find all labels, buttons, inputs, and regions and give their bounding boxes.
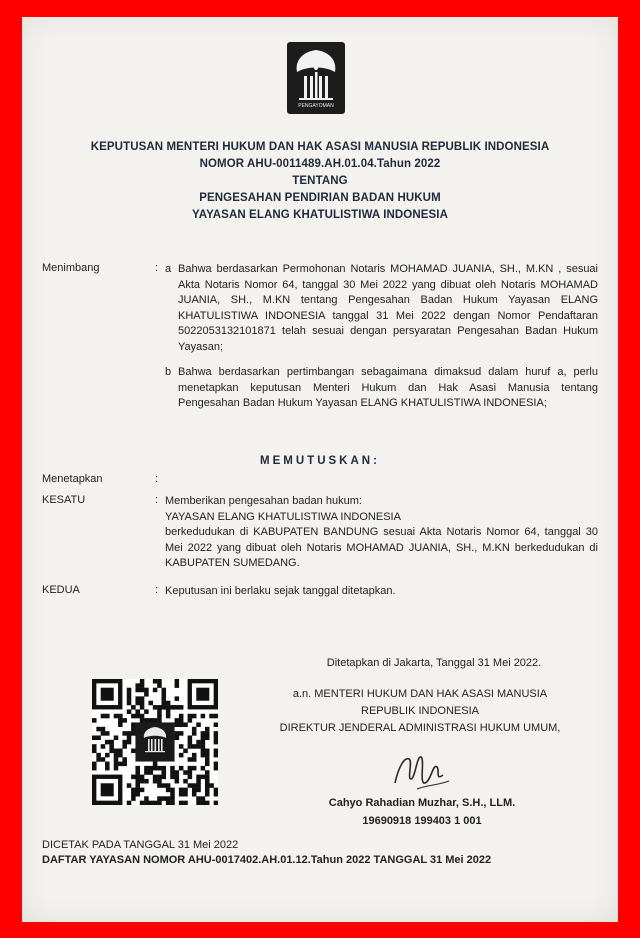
kesatu-line: berkedudukan di KABUPATEN BANDUNG sesuai Akta Notaris Nomor 64, tanggal 30 [165,526,598,539]
menetapkan-colon: : [155,473,159,485]
pengayoman-logo [287,42,345,114]
point-a-marker: a [165,263,172,275]
point-a-line: Bahwa berdasarkan Permohonan Notaris MOHAMAD JUANIA, SH., M.KN , sesuai [178,263,598,275]
director-general-line: DIREKTUR JENDERAL ADMINISTRASI HUKUM UMUM, [279,722,561,734]
point-a-line: JUANIA, SH., M.KN tentang Pengesahan Badan Hukum Yayasan ELANG [178,294,598,307]
foundation-name-heading: YAYASAN ELANG KHATULISTIWA INDONESIA [192,209,448,221]
kesatu-text [165,494,598,572]
an-minister-line: a.n. MENTERI HUKUM DAN HAK ASASI MANUSIA [292,688,548,700]
menimbang-label: Menimbang [42,262,100,274]
point-b-line: Pengesahan Badan Hukum Yayasan ELANG KHATULISTIWA INDONESIA; [178,397,547,410]
qr-code-icon [92,679,218,805]
republic-line: REPUBLIK INDONESIA [361,705,479,717]
kedua-label: KEDUA [42,584,80,596]
point-a-line: Yayasan; [178,340,224,353]
kesatu-line: Memberikan pengesahan badan hukum: [165,495,362,507]
signatory-nip: 19690918 199403 1 001 [362,815,482,827]
point-b-line: menetapkan keputusan Menteri Hukum dan Hak Asasi Manusia tentang [178,381,598,394]
kesatu-line: KABUPATEN SUMEDANG. [165,557,300,570]
menimbang-colon: : [155,262,159,274]
kesatu-colon: : [155,494,159,506]
signatory-name: Cahyo Rahadian Muzhar, S.H., LLM. [328,797,516,809]
kedua-colon: : [155,584,159,596]
point-a-line: Akta Notaris Nomor 64, tanggal 30 Mei 2022 yang dibuat oleh Notaris MOHAMAD [178,278,598,291]
decree-number: NOMOR AHU-0011489.AH.01.04.Tahun 2022 [199,158,441,170]
subject-line: PENGESAHAN PENDIRIAN BADAN HUKUM [199,192,441,204]
point-a-line: 5022053132101871 telah sesuai dengan persyaratan Pengesahan Badan Hukum [178,325,598,338]
printed-date: DICETAK PADA TANGGAL 31 Mei 2022 [42,839,239,851]
point-a-text [178,262,598,356]
point-b-line: Bahwa berdasarkan pertimbangan sebagaimana dimaksud dalam huruf a, perlu [178,366,598,378]
decree-title: KEPUTUSAN MENTERI HUKUM DAN HAK ASASI MANUSIA REPUBLIK INDONESIA [90,141,550,153]
kedua-text: Keputusan ini berlaku sejak tanggal ditetapkan. [165,585,396,597]
menetapkan-label: Menetapkan [42,473,103,485]
kesatu-line: YAYASAN ELANG KHATULISTIWA INDONESIA [165,510,401,523]
kesatu-label: KESATU [42,494,86,506]
memutuskan-heading: MEMUTUSKAN: [260,455,380,467]
document-page [22,17,618,922]
signature-icon [387,745,467,795]
point-a-line: KHATULISTIWA INDONESIA tanggal 31 Mei 2022 dengan Nomor Pendaftaran [178,309,598,322]
point-b-marker: b [165,366,172,378]
kesatu-line: Mei 2022 yang dibuat oleh Notaris MOHAMAD JUANIA, SH., M.KN berkedudukan di [165,541,598,554]
verification-qr-code [92,679,218,805]
registry-number: DAFTAR YAYASAN NOMOR AHU-0017402.AH.01.12.Tahun 2022 TANGGAL 31 Mei 2022 [42,854,492,866]
tentang-heading: TENTANG [292,175,348,187]
ditetapkan-line: Ditetapkan di Jakarta, Tanggal 31 Mei 2022. [326,657,542,669]
logo-caption: PENGAYOMAN [298,103,334,109]
point-b-text [178,365,598,412]
